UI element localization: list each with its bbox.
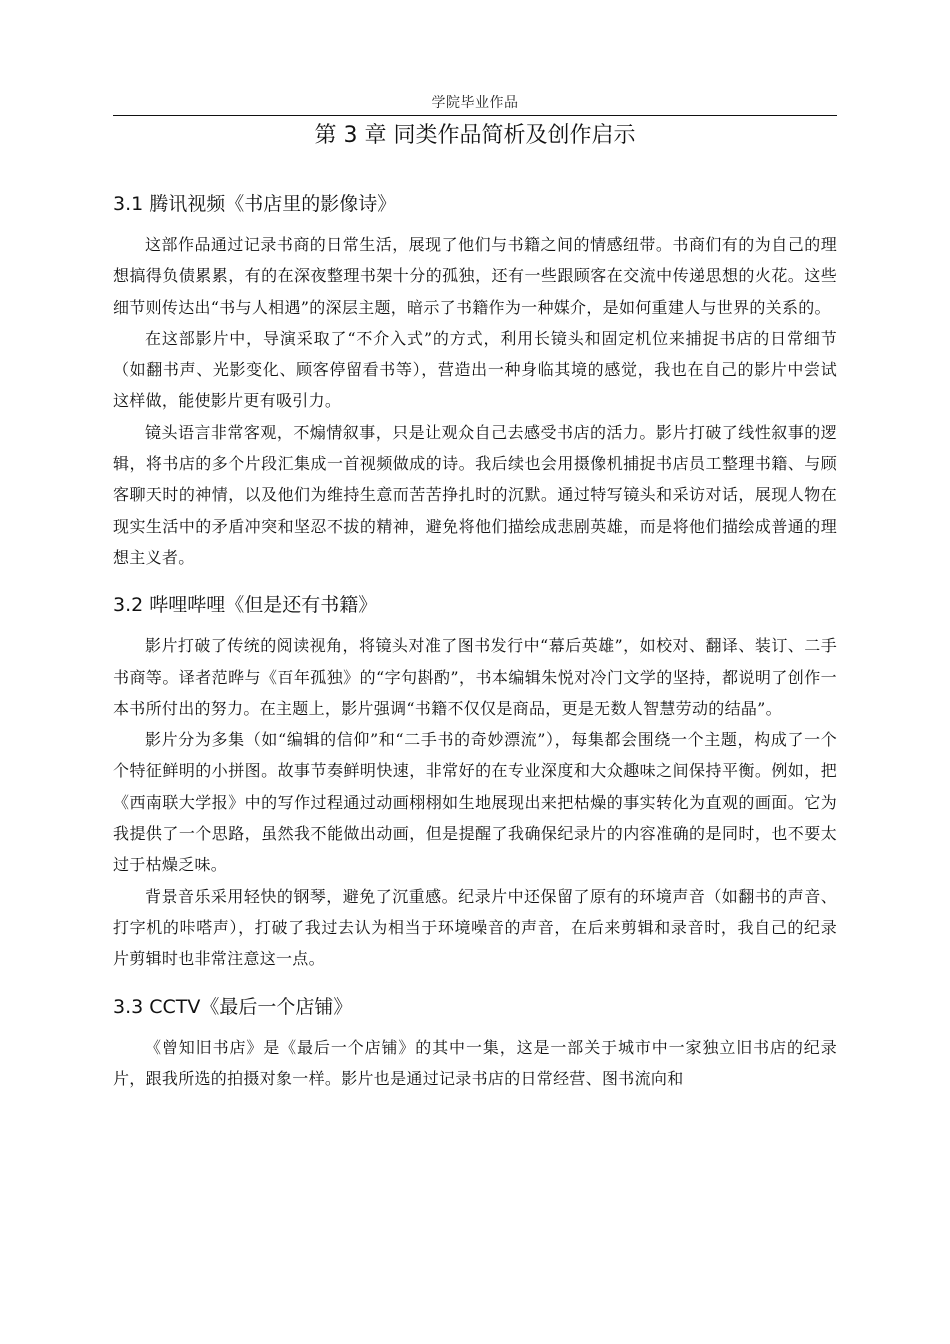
paragraph: 镜头语言非常客观，不煽情叙事，只是让观众自己去感受书店的活力。影片打破了线性叙事的逻辑，将书店的多个片段汇集成一首视频做成的诗。我后续也会用摄像机捕捉书店员工整理书籍、与顾客聊天时的神情，以及他们为维持生意而苦苦挣扎时的沉默。通过特写镜头和采访对话，展现人物在现实生活中的矛盾冲突和坚忍不拔的精神，避免将他们描绘成悲剧英雄，而是将他们描绘成普通的理想主义者。: [113, 422, 837, 567]
paragraph: 背景音乐采用轻快的钢琴，避免了沉重感。纪录片中还保留了原有的环境声音（如翻书的声音、打字机的咔嗒声），打破了我过去认为相当于环境噪音的声音，在后来剪辑和录音时，我自己的纪录片剪辑时也非常注意这一点。: [113, 886, 837, 969]
paragraph: 影片打破了传统的阅读视角，将镜头对准了图书发行中“幕后英雄”，如校对、翻译、装订、二手书商等。译者范晔与《百年孤独》的“字句斟酌”，书本编辑朱悦对冷门文学的坚持，都说明了创作一本书所付出的努力。在主题上，影片强调“书籍不仅仅是商品，更是无数人智慧劳动的结晶”。: [113, 636, 837, 718]
section-heading: 3.2 哔哩哔哩《但是还有书籍》: [113, 594, 378, 617]
body-content: [113, 188, 837, 1094]
paragraph: 在这部影片中，导演采取了“不介入式”的方式，利用长镜头和固定机位来捕捉书店的日常细节（如翻书声、光影变化、顾客停留看书等），营造出一种身临其境的感觉，我也在自己的影片中尝试这样做，能使影片更有吸引力。: [113, 328, 837, 411]
section-3-3: [113, 991, 837, 1095]
paragraph: 影片分为多集（如“编辑的信仰”和“二手书的奇妙漂流”），每集都会围绕一个主题，构成了一个个特征鲜明的小拼图。故事节奏鲜明快速，非常好的在专业深度和大众趣味之间保持平衡。例如，把《西南联大学报》中的写作过程通过动画栩栩如生地展现出来把枯燥的事实转化为直观的画面。它为我提供了一个思路，虽然我不能做出动画，但是提醒了我确保纪录片的内容准确的是同时，也不要太过于枯燥乏味。: [113, 730, 837, 875]
header-rule: [113, 115, 837, 116]
section-heading: 3.3 CCTV《最后一个店铺》: [113, 995, 353, 1018]
paragraph: 这部作品通过记录书商的日常生活，展现了他们与书籍之间的情感纽带。书商们有的为自己的理想搞得负债累累，有的在深夜整理书架十分的孤独，还有一些跟顾客在交流中传递思想的火花。这些细节则传达出“书与人相遇”的深层主题，暗示了书籍作为一种媒介，是如何重建人与世界的关系的。: [113, 235, 837, 317]
section-3-2: [113, 589, 837, 974]
section-heading: 3.1 腾讯视频《书店里的影像诗》: [113, 193, 397, 215]
paragraph: 《曾知旧书店》是《最后一个店铺》的其中一集，这是一部关于城市中一家独立旧书店的纪录片，跟我所选的拍摄对象一样。影片也是通过记录书店的日常经营、图书流向和: [113, 1037, 837, 1088]
running-header: 学院毕业作品: [431, 95, 519, 111]
section-3-1: [113, 188, 837, 573]
chapter-title: 第 3 章 同类作品简析及创作启示: [314, 123, 636, 148]
